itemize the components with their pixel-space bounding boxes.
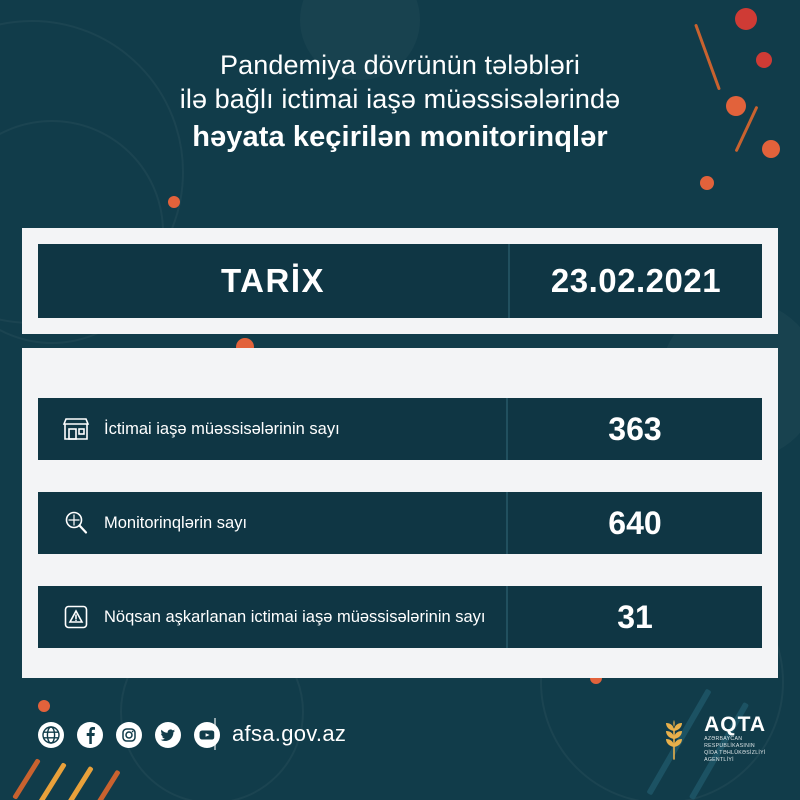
website-url[interactable]: afsa.gov.az [232, 721, 347, 746]
poster-title [0, 48, 800, 154]
footer [0, 690, 800, 800]
title-line-2: ilə bağlı ictimai iaşə müəssisələrində [179, 84, 621, 114]
logo-sub-2: RESPUBLİKASININ [704, 743, 755, 749]
stats-card [22, 348, 778, 678]
instagram-icon[interactable] [116, 722, 142, 748]
footer-divider [214, 718, 216, 750]
wheat-icon [654, 715, 694, 763]
stat-label: İctimai iaşə müəssisələrinin sayı [104, 420, 340, 438]
date-row [38, 244, 762, 318]
stat-value: 640 [608, 504, 662, 541]
globe-icon[interactable] [38, 722, 64, 748]
shop-icon [56, 416, 96, 442]
logo-sub-1: AZƏRBAYCAN [704, 736, 743, 742]
warning-triangle-icon [56, 603, 96, 631]
stat-value: 31 [617, 598, 653, 635]
magnifier-icon [56, 509, 96, 537]
facebook-icon[interactable] [77, 722, 103, 748]
stat-left [38, 586, 508, 648]
logo-title: AQTA [704, 713, 766, 736]
date-value: 23.02.2021 [550, 262, 722, 299]
decor-dot [168, 196, 180, 208]
date-card [22, 228, 778, 334]
title-line-3: həyata keçirilən monitorinqlər [192, 121, 608, 153]
decor-dot [735, 8, 757, 30]
stat-row [38, 492, 762, 554]
youtube-icon[interactable] [194, 722, 220, 748]
stat-left [38, 492, 508, 554]
stat-row [38, 586, 762, 648]
logo-text [704, 714, 766, 764]
logo-sub-4: AGENTLİYİ [704, 757, 734, 763]
stat-row [38, 398, 762, 460]
decor-dot [700, 176, 714, 190]
stat-left [38, 398, 508, 460]
date-label: TARİX [38, 244, 510, 318]
stat-value: 363 [608, 410, 662, 447]
aqta-logo [654, 714, 766, 764]
stat-label: Nöqsan aşkarlanan ictimai iaşə müəssisələrinin sayı [104, 608, 486, 626]
twitter-icon[interactable] [155, 722, 181, 748]
logo-sub-3: QİDA TƏHLÜKƏSİZLİYİ [704, 750, 766, 756]
social-links [38, 722, 220, 748]
stat-label: Monitorinqlərin sayı [104, 514, 248, 532]
title-line-1: Pandemiya dövrünün tələbləri [219, 50, 581, 80]
